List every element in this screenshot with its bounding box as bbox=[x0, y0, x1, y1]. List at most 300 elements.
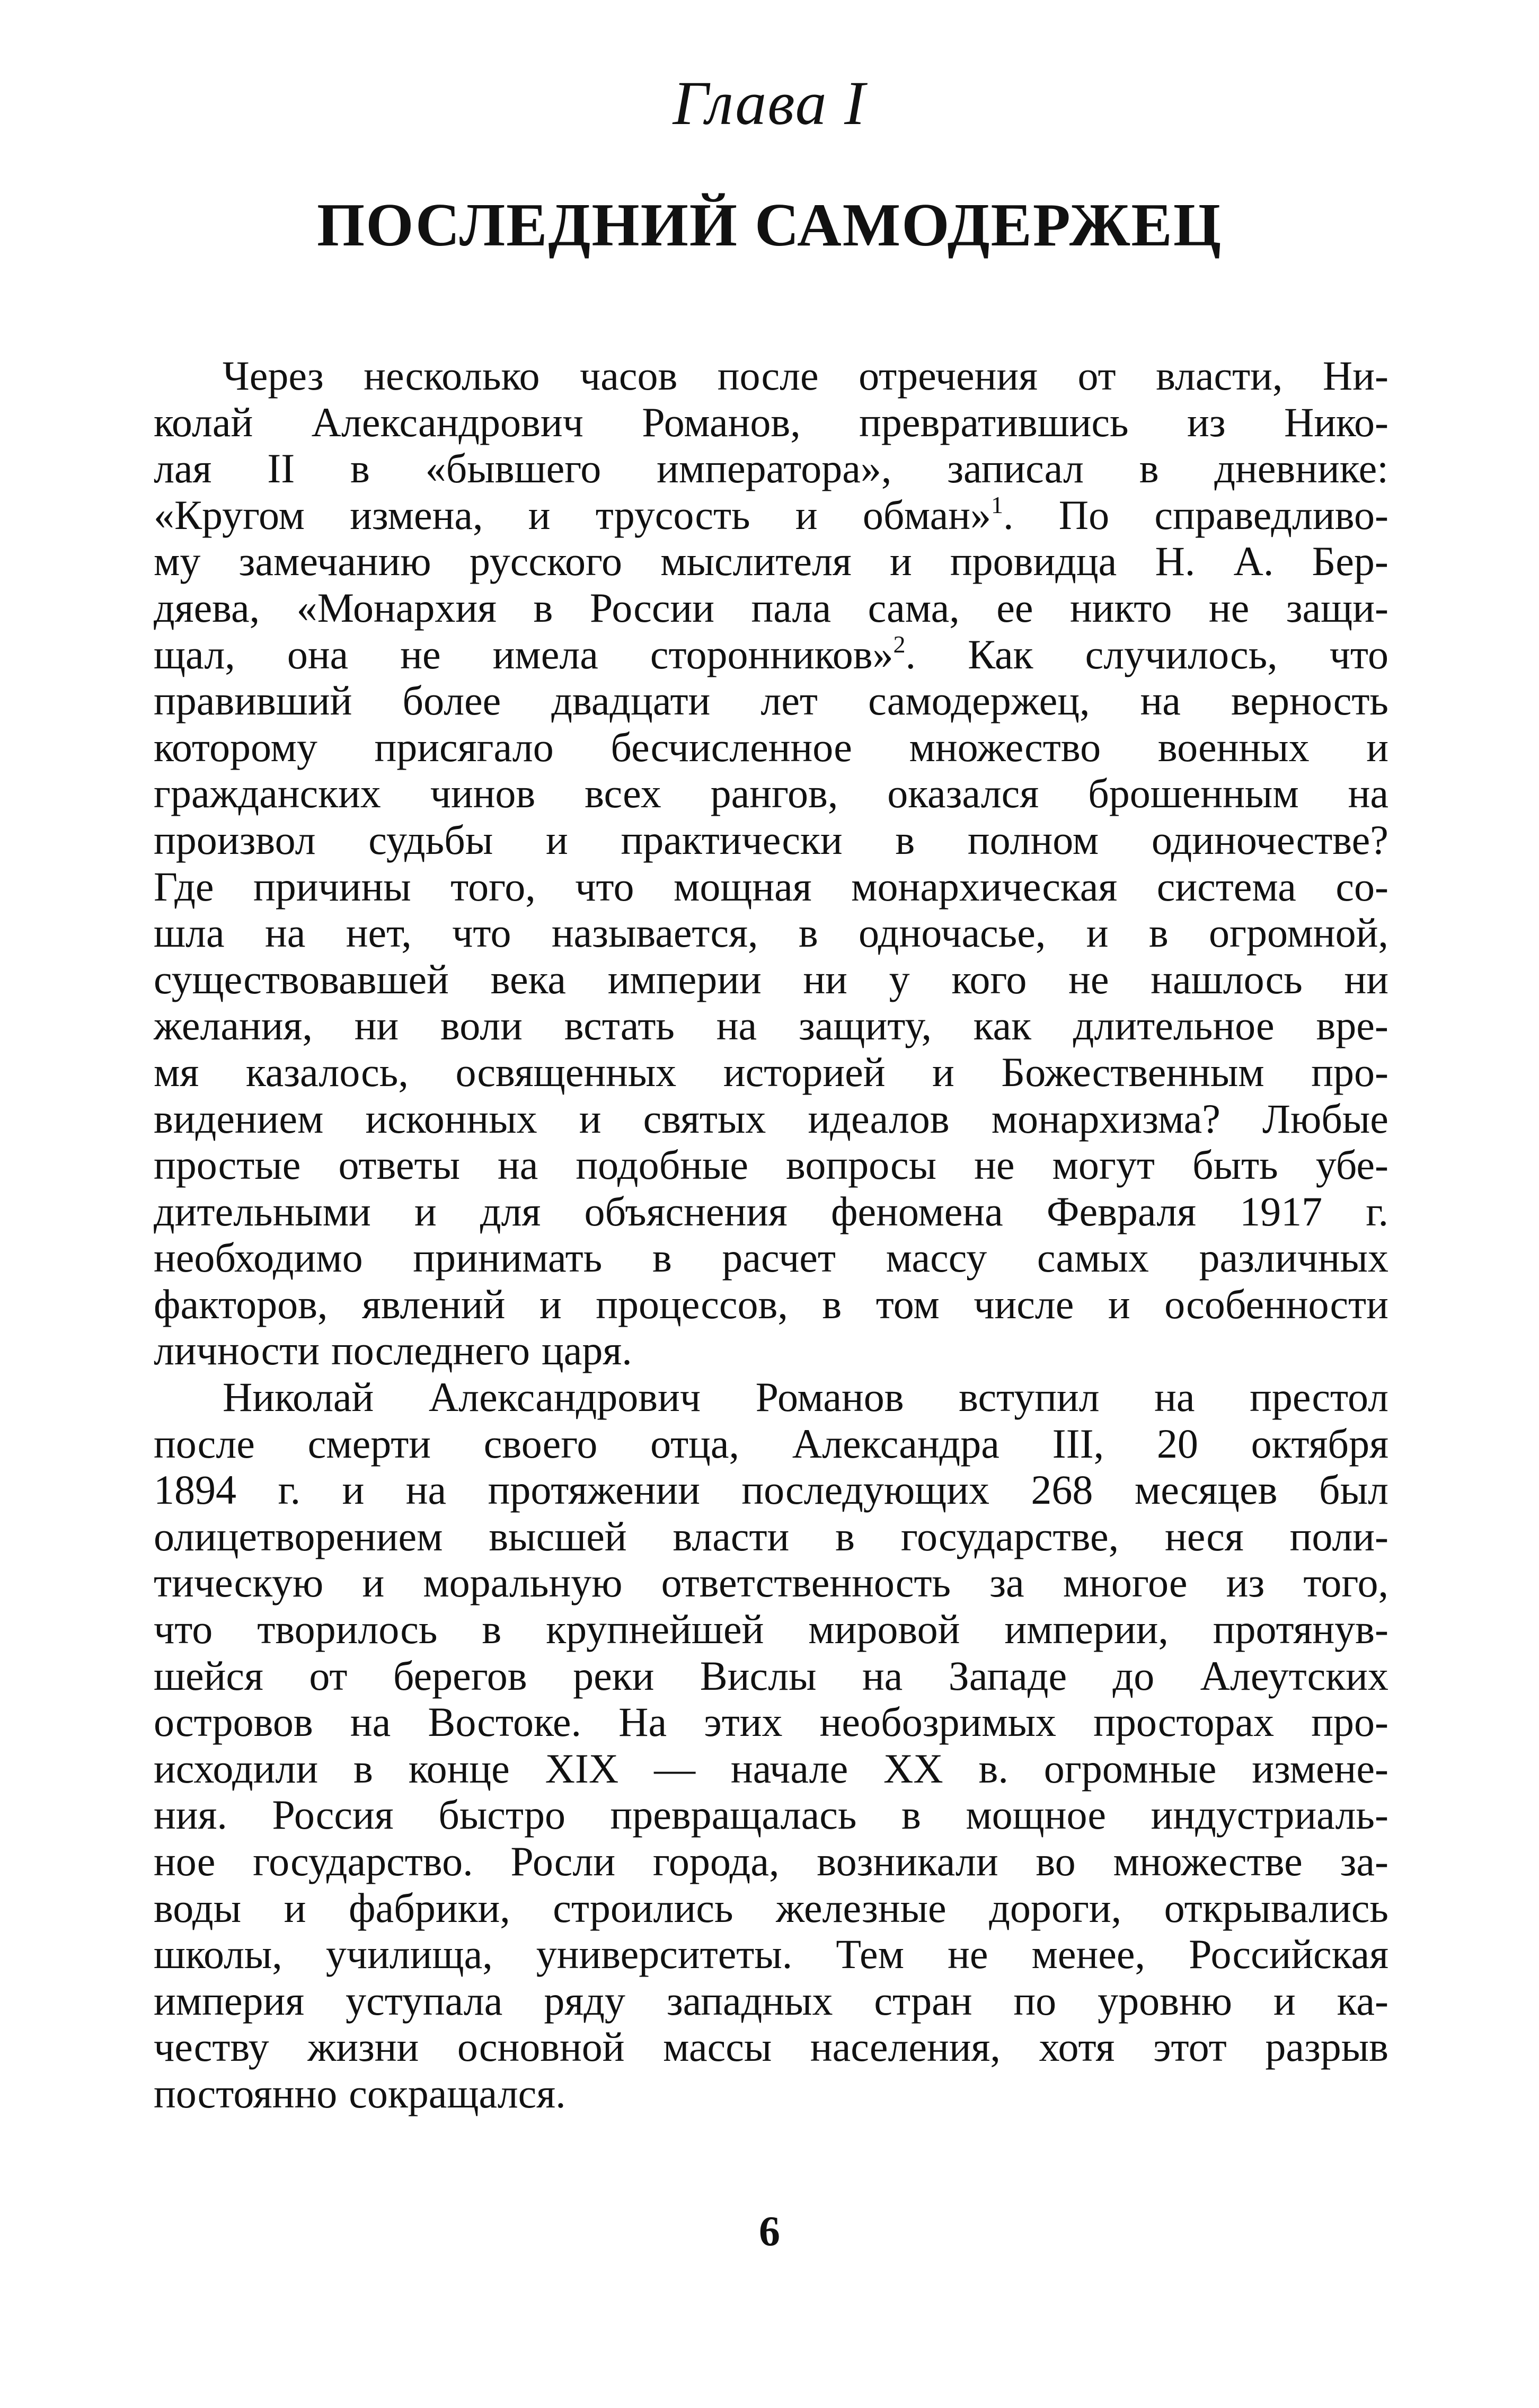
word: освященных bbox=[455, 1048, 677, 1095]
word: реки bbox=[573, 1652, 654, 1699]
word: защиту, bbox=[798, 1002, 932, 1049]
word: империи bbox=[607, 956, 762, 1002]
word: месяцев bbox=[1134, 1467, 1278, 1513]
word: в bbox=[482, 1606, 502, 1653]
footnote-reference: 2 bbox=[893, 630, 906, 658]
word: Романов, bbox=[642, 399, 801, 445]
word: ни bbox=[1344, 956, 1388, 1002]
text-line bbox=[154, 770, 1388, 817]
word: по bbox=[1013, 1977, 1057, 2024]
word: крупнейшей bbox=[546, 1606, 764, 1653]
word: моральную bbox=[423, 1559, 623, 1606]
text-line bbox=[154, 1513, 1388, 1560]
word: на bbox=[1154, 1374, 1195, 1421]
word: превращалась bbox=[610, 1792, 857, 1838]
word: и bbox=[414, 1188, 437, 1234]
word: кого bbox=[951, 956, 1027, 1002]
word: ее bbox=[996, 584, 1033, 631]
word: на bbox=[498, 1142, 538, 1188]
word: особенности bbox=[1164, 1281, 1388, 1327]
text-line bbox=[154, 1421, 1388, 1467]
word: могут bbox=[1052, 1142, 1155, 1188]
word: Любые bbox=[1262, 1095, 1388, 1142]
word: Росли bbox=[510, 1838, 616, 1884]
text-line bbox=[154, 1096, 1388, 1142]
word: III, bbox=[1052, 1420, 1104, 1467]
word: множестве bbox=[1113, 1838, 1303, 1884]
word: Россия bbox=[272, 1792, 394, 1838]
word: длительное bbox=[1073, 1002, 1275, 1049]
text-line bbox=[154, 1838, 1388, 1885]
word: «Кругом bbox=[154, 491, 305, 538]
word: Бер- bbox=[1312, 538, 1388, 585]
word: защи- bbox=[1286, 584, 1388, 631]
word: на bbox=[1140, 677, 1181, 724]
word: шейся bbox=[154, 1652, 263, 1699]
text-line bbox=[154, 1978, 1388, 2024]
word: дневнике: bbox=[1214, 445, 1388, 492]
word: не bbox=[948, 1931, 988, 1978]
word: и bbox=[1108, 1281, 1130, 1327]
word: в bbox=[1139, 445, 1159, 492]
word: империи, bbox=[1004, 1606, 1169, 1653]
word: до bbox=[1112, 1652, 1155, 1699]
word: 1894 bbox=[154, 1467, 236, 1513]
word: колай bbox=[154, 399, 253, 445]
paragraph bbox=[154, 1374, 1388, 2117]
word: произвол bbox=[154, 816, 316, 863]
text-line bbox=[154, 910, 1388, 956]
word: на bbox=[350, 1699, 391, 1745]
word: самодержец, bbox=[868, 677, 1090, 724]
word: и bbox=[546, 816, 568, 863]
word: что bbox=[452, 910, 511, 956]
word: Как bbox=[968, 631, 1033, 677]
word: дороги, bbox=[989, 1884, 1122, 1931]
word: одночасье, bbox=[859, 910, 1046, 956]
word: судьбы bbox=[368, 816, 493, 863]
word: различных bbox=[1199, 1234, 1388, 1281]
word: г. bbox=[1366, 1188, 1388, 1234]
text-line bbox=[154, 1049, 1388, 1096]
word: На bbox=[618, 1699, 667, 1745]
text-line bbox=[154, 817, 1388, 863]
word: несколько bbox=[364, 352, 540, 399]
word: полном bbox=[967, 816, 1099, 863]
text-line bbox=[154, 1745, 1388, 1792]
word: отречения bbox=[859, 352, 1038, 399]
word: сторонников»$^2$. bbox=[650, 630, 916, 677]
word: идеалов bbox=[808, 1095, 950, 1142]
word: воды bbox=[154, 1884, 242, 1931]
word: А. bbox=[1233, 538, 1274, 585]
word: — bbox=[654, 1745, 696, 1792]
text-line bbox=[154, 1931, 1388, 1978]
text-line bbox=[154, 1142, 1388, 1188]
text-line bbox=[154, 1188, 1388, 1235]
word: рангов, bbox=[710, 770, 838, 817]
word: Александрович bbox=[311, 399, 583, 445]
word: в bbox=[835, 1513, 855, 1559]
word: измена, bbox=[350, 491, 483, 538]
text-line bbox=[154, 1002, 1388, 1049]
text-line bbox=[154, 1885, 1388, 1931]
word: необходимо bbox=[154, 1234, 363, 1281]
word: государстве, bbox=[900, 1513, 1119, 1559]
word: самых bbox=[1037, 1234, 1149, 1281]
word: просторах bbox=[1093, 1699, 1275, 1745]
word: со- bbox=[1335, 863, 1388, 910]
word: на bbox=[264, 910, 306, 956]
word: и bbox=[932, 1048, 954, 1095]
text-line bbox=[154, 399, 1388, 446]
word: Н. bbox=[1155, 538, 1196, 585]
word: после bbox=[717, 352, 819, 399]
word: Где bbox=[154, 863, 214, 910]
text-line bbox=[154, 585, 1388, 631]
word: училища, bbox=[325, 1931, 493, 1978]
word: присягало bbox=[374, 724, 554, 770]
word: встать bbox=[564, 1002, 675, 1049]
word: шла bbox=[154, 910, 225, 956]
word: желания, bbox=[154, 1002, 313, 1049]
word: явлений bbox=[361, 1281, 506, 1327]
word: стран bbox=[874, 1977, 972, 2024]
word: вступил bbox=[959, 1374, 1100, 1421]
word: в bbox=[652, 1234, 672, 1281]
word: и bbox=[795, 491, 818, 538]
word: государство. bbox=[253, 1838, 473, 1884]
word: в bbox=[1148, 910, 1169, 956]
word: огромной, bbox=[1209, 910, 1388, 956]
word: века bbox=[490, 956, 566, 1002]
word: железные bbox=[776, 1884, 947, 1931]
word: школы, bbox=[154, 1931, 282, 1978]
word: Вислы bbox=[700, 1652, 817, 1699]
body-text bbox=[154, 352, 1388, 2117]
word: вопросы bbox=[786, 1142, 937, 1188]
text-line bbox=[154, 1327, 1388, 1374]
word: факторов, bbox=[154, 1281, 328, 1327]
word: мя bbox=[154, 1048, 199, 1095]
word: ответы bbox=[338, 1142, 460, 1188]
word: II bbox=[267, 445, 295, 492]
word: массу bbox=[886, 1234, 987, 1281]
text-line bbox=[154, 1467, 1388, 1513]
word: на bbox=[1348, 770, 1388, 817]
word: Российская bbox=[1189, 1931, 1388, 1978]
word: этот bbox=[1153, 2024, 1227, 2070]
text-line bbox=[154, 1606, 1388, 1653]
footnote-reference: 1 bbox=[991, 491, 1004, 518]
word: Ни- bbox=[1322, 352, 1388, 399]
word: после bbox=[154, 1420, 255, 1467]
word: обман»$^1$. bbox=[862, 491, 1014, 538]
word: Тем bbox=[836, 1931, 905, 1978]
word: про- bbox=[1311, 1048, 1388, 1095]
word: вре- bbox=[1316, 1002, 1388, 1049]
word: жизни bbox=[307, 2024, 419, 2070]
word: престол bbox=[1250, 1374, 1388, 1421]
word: и bbox=[1273, 1977, 1296, 2024]
word: и bbox=[889, 538, 912, 585]
text-line bbox=[154, 677, 1388, 724]
word: называется, bbox=[551, 910, 758, 956]
word: 268 bbox=[1031, 1467, 1093, 1513]
word: необозримых bbox=[819, 1699, 1057, 1745]
word: Алеутских bbox=[1200, 1652, 1388, 1699]
word: монархическая bbox=[851, 863, 1118, 910]
word: отца, bbox=[650, 1420, 740, 1467]
word: му bbox=[154, 538, 201, 585]
word: и bbox=[342, 1467, 365, 1513]
word: историей bbox=[723, 1048, 886, 1095]
word: ния. bbox=[154, 1792, 227, 1838]
word: Николай bbox=[223, 1374, 374, 1421]
word: лая bbox=[154, 445, 212, 492]
word: берегов bbox=[393, 1652, 527, 1699]
word: часов bbox=[579, 352, 678, 399]
word: империя bbox=[154, 1977, 305, 2024]
word: университеты. bbox=[536, 1931, 793, 1978]
word: фабрики, bbox=[348, 1884, 510, 1931]
word: числе bbox=[974, 1281, 1074, 1327]
word: записал bbox=[947, 445, 1084, 492]
word: не bbox=[1208, 584, 1250, 631]
word: как bbox=[973, 1002, 1031, 1049]
word: том bbox=[875, 1281, 940, 1327]
word: нет, bbox=[346, 910, 412, 956]
word: более bbox=[402, 677, 501, 724]
chapter-title: ПОСЛЕДНИЙ САМОДЕРЖЕЦ bbox=[316, 191, 1222, 259]
text-line bbox=[154, 724, 1388, 771]
word: мощная bbox=[674, 863, 812, 910]
word: русского bbox=[469, 538, 623, 585]
word: принимать bbox=[413, 1234, 603, 1281]
word: что bbox=[154, 1606, 213, 1653]
word: высшей bbox=[489, 1513, 627, 1559]
word: гражданских bbox=[154, 770, 381, 817]
word: мощное bbox=[966, 1792, 1107, 1838]
word: начале bbox=[730, 1745, 848, 1792]
word: от bbox=[309, 1652, 348, 1699]
word: октября bbox=[1251, 1420, 1388, 1467]
word: власти, bbox=[1156, 352, 1283, 399]
text-line bbox=[154, 1281, 1388, 1328]
word: исходили bbox=[154, 1745, 319, 1792]
text-line bbox=[154, 492, 1388, 539]
word: и bbox=[579, 1095, 602, 1142]
word: трусость bbox=[595, 491, 750, 538]
word: протянув- bbox=[1213, 1606, 1388, 1653]
word: что bbox=[1329, 631, 1388, 677]
word: быстро bbox=[438, 1792, 565, 1838]
word: быть bbox=[1192, 1142, 1278, 1188]
word: огромные bbox=[1043, 1745, 1217, 1792]
word: и bbox=[1366, 724, 1388, 770]
word: разрыв bbox=[1265, 2024, 1388, 2070]
word: казалось, bbox=[245, 1048, 409, 1095]
word: за- bbox=[1340, 1838, 1388, 1884]
word: ни bbox=[354, 1002, 399, 1049]
word: подобные bbox=[576, 1142, 749, 1188]
word: мыслителя bbox=[660, 538, 852, 585]
word: ряду bbox=[544, 1977, 625, 2024]
word: в bbox=[533, 584, 553, 631]
word: в. bbox=[978, 1745, 1009, 1792]
word: замечанию bbox=[238, 538, 431, 585]
word: уровню bbox=[1098, 1977, 1232, 2024]
word: личности bbox=[154, 1327, 320, 1374]
word: Западе bbox=[948, 1652, 1067, 1699]
word: святых bbox=[643, 1095, 766, 1142]
word: этих bbox=[704, 1699, 783, 1745]
word: расчет bbox=[722, 1234, 836, 1281]
word: ни bbox=[803, 956, 847, 1002]
word: возникали bbox=[817, 1838, 998, 1884]
word: которому bbox=[154, 724, 317, 770]
word: западных bbox=[666, 1977, 833, 2024]
word: сокращался. bbox=[349, 2070, 566, 2116]
word: она bbox=[287, 631, 349, 677]
word: одиночестве? bbox=[1151, 816, 1388, 863]
text-line bbox=[154, 956, 1388, 1003]
word: ответственность bbox=[661, 1559, 951, 1606]
word: честву bbox=[154, 2024, 269, 2070]
text-line bbox=[154, 1559, 1388, 1606]
word: императора», bbox=[657, 445, 892, 492]
word: что bbox=[575, 863, 634, 910]
word: нашлось bbox=[1151, 956, 1303, 1002]
word: верность bbox=[1231, 677, 1388, 724]
word: ка- bbox=[1337, 1977, 1388, 2024]
word: неся bbox=[1164, 1513, 1244, 1559]
word: видением bbox=[154, 1095, 324, 1142]
word: смерти bbox=[307, 1420, 431, 1467]
word: «Монархия bbox=[296, 584, 497, 631]
paragraph bbox=[154, 352, 1388, 1374]
word: менее, bbox=[1031, 1931, 1145, 1978]
word: не bbox=[400, 631, 441, 677]
word: для bbox=[480, 1188, 541, 1234]
word: дительными bbox=[154, 1188, 371, 1234]
word: от bbox=[1077, 352, 1116, 399]
word: объяснения bbox=[584, 1188, 788, 1234]
word: олицетворением bbox=[154, 1513, 443, 1559]
word: «бывшего bbox=[425, 445, 602, 492]
word: последующих bbox=[741, 1467, 989, 1513]
word: простые bbox=[154, 1142, 301, 1188]
word: массы bbox=[663, 2024, 772, 2070]
word: превратившись bbox=[859, 399, 1129, 445]
text-line bbox=[154, 1374, 1388, 1421]
page-number: 6 bbox=[759, 2208, 780, 2255]
word: хотя bbox=[1039, 2024, 1115, 2070]
word: случилось, bbox=[1085, 631, 1278, 677]
word: Романов bbox=[755, 1374, 904, 1421]
word: монархизма? bbox=[991, 1095, 1220, 1142]
word: правивший bbox=[154, 677, 352, 724]
word: открывались bbox=[1164, 1884, 1388, 1931]
word: и bbox=[284, 1884, 306, 1931]
word: творилось bbox=[257, 1606, 438, 1653]
word: измене- bbox=[1252, 1745, 1388, 1792]
word: и bbox=[362, 1559, 385, 1606]
word: постоянно bbox=[154, 2070, 338, 2116]
word: из bbox=[1187, 399, 1226, 445]
word: убе- bbox=[1315, 1142, 1388, 1188]
word: города, bbox=[652, 1838, 780, 1884]
word: имела bbox=[492, 631, 598, 677]
word: и bbox=[528, 491, 551, 538]
word: чинов bbox=[430, 770, 536, 817]
word: По bbox=[1058, 491, 1110, 538]
word: индустриаль- bbox=[1151, 1792, 1388, 1838]
text-line bbox=[154, 631, 1388, 678]
text-line bbox=[154, 1792, 1388, 1838]
word: в bbox=[353, 1745, 373, 1792]
word: XIX bbox=[545, 1745, 619, 1792]
word: система bbox=[1156, 863, 1296, 910]
word: феномена bbox=[830, 1188, 1003, 1234]
chapter-label: Глава I bbox=[673, 68, 866, 138]
word: воли bbox=[440, 1002, 523, 1049]
word: практически bbox=[621, 816, 843, 863]
word: на bbox=[862, 1652, 903, 1699]
word: того, bbox=[1303, 1559, 1388, 1606]
text-line bbox=[154, 538, 1388, 585]
word: Востоке. bbox=[428, 1699, 582, 1745]
word: в bbox=[822, 1281, 842, 1327]
word: всех bbox=[585, 770, 661, 817]
word: провидца bbox=[950, 538, 1117, 585]
word: островов bbox=[154, 1699, 313, 1745]
word: существовавшей bbox=[154, 956, 449, 1002]
word: справедливо- bbox=[1154, 491, 1388, 538]
word: на bbox=[405, 1467, 447, 1513]
word: тическую bbox=[154, 1559, 324, 1606]
text-line bbox=[154, 445, 1388, 492]
word: был bbox=[1319, 1467, 1388, 1513]
word: лет bbox=[760, 677, 818, 724]
word: про- bbox=[1311, 1699, 1388, 1745]
word: множество bbox=[909, 724, 1101, 770]
word: последнего bbox=[331, 1327, 530, 1374]
word: двадцати bbox=[551, 677, 711, 724]
word: за bbox=[989, 1559, 1024, 1606]
word: г. bbox=[278, 1467, 301, 1513]
text-line bbox=[154, 1699, 1388, 1745]
word: сама, bbox=[868, 584, 960, 631]
word: Божественным bbox=[1001, 1048, 1264, 1095]
word: России bbox=[589, 584, 714, 631]
word: власти bbox=[673, 1513, 790, 1559]
word: в bbox=[798, 910, 818, 956]
word: конце bbox=[408, 1745, 510, 1792]
text-line bbox=[154, 863, 1388, 910]
word: многое bbox=[1063, 1559, 1188, 1606]
word: в bbox=[350, 445, 370, 492]
text-line bbox=[154, 1653, 1388, 1699]
word: Нико- bbox=[1284, 399, 1388, 445]
word: 1917 bbox=[1240, 1188, 1323, 1234]
word: мировой bbox=[808, 1606, 960, 1653]
word: основной bbox=[457, 2024, 625, 2070]
word: во bbox=[1036, 1838, 1076, 1884]
word: в bbox=[895, 816, 915, 863]
word: на bbox=[716, 1002, 757, 1049]
word: Александрович bbox=[428, 1374, 701, 1421]
